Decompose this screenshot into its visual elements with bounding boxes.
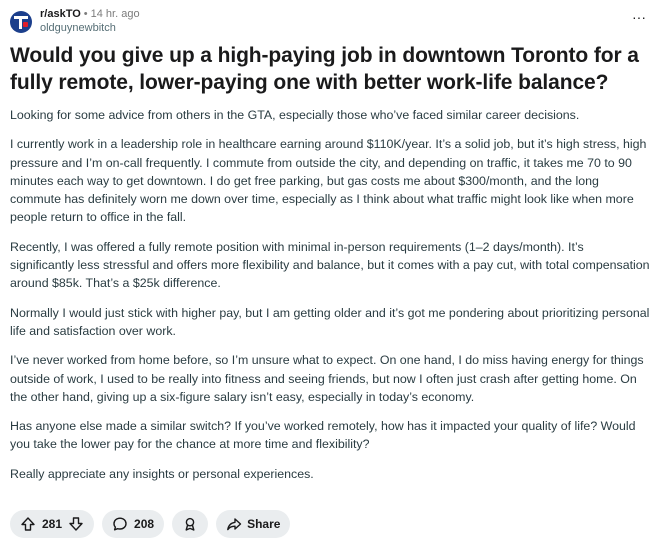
share-button[interactable] <box>216 510 290 538</box>
downvote-arrow-icon[interactable] <box>68 516 84 532</box>
comment-count: 208 <box>134 517 155 531</box>
vote-pill <box>10 510 94 538</box>
body-paragraph: Recently, I was offered a fully remote position with minimal in-person requirements (1–2 days/month). It’s significantly less stressful and offers more flexibility and balance, but it comes with a pay cut, with total compensation around $85k. That’s a $25k difference. <box>10 239 650 291</box>
share-label: Share <box>247 517 281 531</box>
action-bar <box>10 510 290 538</box>
post-time: 14 hr. ago <box>90 8 140 20</box>
subreddit-link[interactable]: r/askTO <box>40 8 81 20</box>
upvote-arrow-icon[interactable] <box>20 516 36 532</box>
post-header <box>10 8 650 40</box>
body-paragraph: I’ve never worked from home before, so I’m unsure what to expect. On one hand, I do miss having energy for things outside of work, I used to be really into fitness and seeing friends, but now I often just crash after getting home. On the other hand, giving up a six-figure salary isn’t easy, especially in today’s economy. <box>10 353 644 404</box>
vote-count: 281 <box>42 517 63 531</box>
subreddit-avatar[interactable] <box>10 11 32 33</box>
post-title: Would you give up a high-paying job in downtown Toronto for a fully remote, lower-paying one with better work-life balance? <box>10 44 639 94</box>
share-arrow-icon <box>226 516 242 532</box>
post-meta <box>40 8 140 35</box>
body-paragraph: I currently work in a leadership role in healthcare earning around $110K/year. It’s a solid job, but it’s high stress, high pressure and I’m on-call frequently. I commute from outside the city, and depending on traffic, it takes me 70 to 90 minutes each way to get downtown. I do get free parking, but gas costs me about $300/month, and the long commute has definitely worn me down over time, especially as I think about what traffic might look like when more people return to office in the fall. <box>10 137 647 225</box>
more-options-icon[interactable]: ··· <box>632 9 646 25</box>
author-link[interactable]: oldguynewbitch <box>40 22 116 34</box>
meta-top-line <box>40 8 140 21</box>
post-body <box>10 106 650 483</box>
body-paragraph: Looking for some advice from others in the GTA, especially those who’ve faced similar career decisions. <box>10 108 580 122</box>
body-paragraph: Normally I would just stick with higher pay, but I am getting older and it’s got me pondering about prioritizing personal life and satisfaction over work. <box>10 305 650 338</box>
award-icon <box>182 516 198 532</box>
body-paragraph: Has anyone else made a similar switch? If you’ve worked remotely, how has it impacted your quality of life? Would you take the lower pay for the chance at more time and flexibility? <box>10 419 636 452</box>
meta-separator: • <box>83 8 88 20</box>
comment-bubble-icon <box>112 516 128 532</box>
body-paragraph: Really appreciate any insights or personal experiences. <box>10 466 314 481</box>
award-button[interactable] <box>172 510 208 538</box>
comments-button[interactable] <box>102 510 164 538</box>
